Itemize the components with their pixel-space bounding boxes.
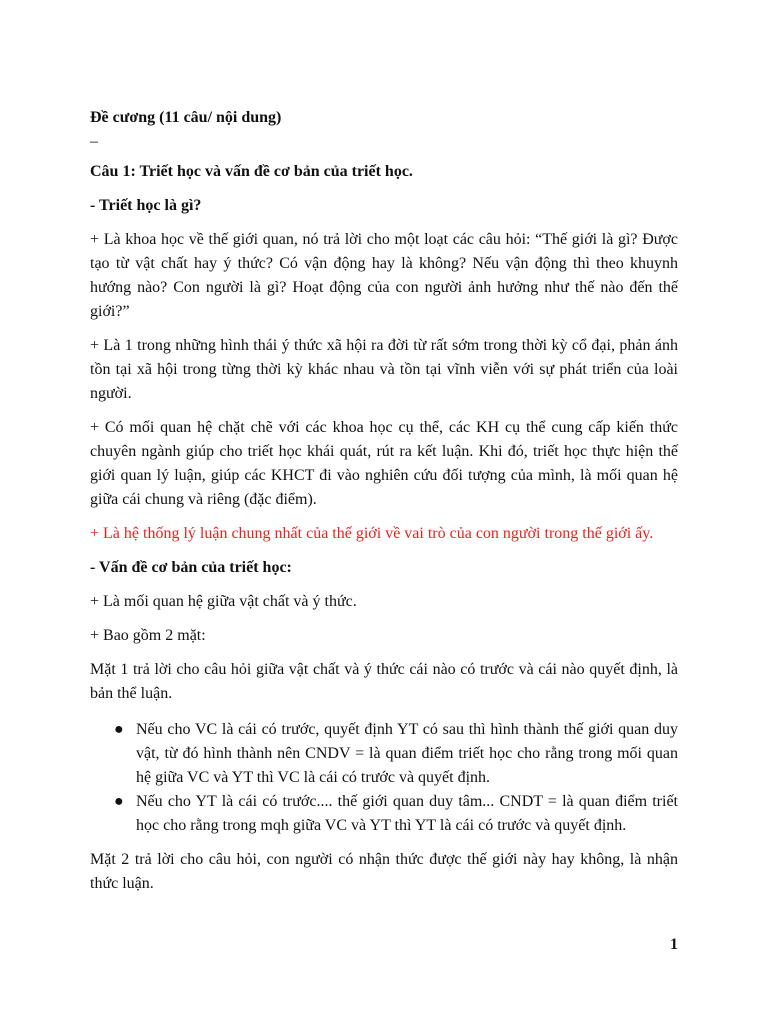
bullet-item-idealism [90,790,678,838]
section-1-paragraph-3: + Có mối quan hệ chặt chẽ với các khoa học cụ thể, các KH cụ thể cung cấp kiến thức chuyên ngành giúp cho triết học khái quát, rút ra kết luận. Khi đó, triết học thực hiện thế giới quan lý luận, giúp các KHCT đi vào nghiên cứu đối tượng của mình, là mối quan hệ giữa cái chung và riêng (đặc điểm). [90,419,678,508]
bullet-dot-icon: ● [114,793,124,810]
aspect-1-bullet-list [90,718,678,838]
document-heading: Đề cương (11 câu/ nội dung) [90,109,282,126]
section-2-heading: - Vấn đề cơ bản của triết học: [90,559,292,576]
bullet-item-materialism [90,718,678,790]
heading-dash: – [90,133,98,150]
section-1-paragraph-1: + Là khoa học về thế giới quan, nó trả lời cho một loạt các câu hỏi: “Thế giới là gì? Được tạo từ vật chất hay ý thức? Có vận động hay là không? Nếu vận động thì theo khuynh hướng nào? Con người là gì? Hoạt động của con người ảnh hưởng như thế nào đến thế giới?” [90,231,678,320]
bullet-item-text: Nếu cho YT là cái có trước.... thế giới quan duy tâm... CNDT = là quan điểm triết học cho rằng trong mqh giữa VC và YT thì YT là cái có trước và quyết định. [136,793,678,834]
question-1-title: Câu 1: Triết học và vấn đề cơ bản của triết học. [90,163,413,180]
document-page [90,106,678,896]
section-2-line-1: + Là mối quan hệ giữa vật chất và ý thức. [90,593,357,610]
bullet-item-text: Nếu cho VC là cái có trước, quyết định YT có sau thì hình thành thế giới quan duy vật, từ đó hình thành nên CNDV = là quan điểm triết học cho rằng trong mối quan hệ giữa VC và YT thì VC là cái có trước và quyết định. [136,721,678,786]
section-1-heading: - Triết học là gì? [90,197,202,214]
section-1-highlight-paragraph: + Là hệ thống lý luận chung nhất của thế giới về vai trò của con người trong thế giới ấy. [90,525,654,542]
section-1-paragraph-2: + Là 1 trong những hình thái ý thức xã hội ra đời từ rất sớm trong thời kỳ cổ đại, phản ánh tồn tại xã hội trong từng thời kỳ khác nhau và tồn tại vĩnh viễn với sự phát triển của loài người. [90,337,678,402]
aspect-2-paragraph: Mặt 2 trả lời cho câu hỏi, con người có nhận thức được thế giới này hay không, là nhận thức luận. [90,851,678,892]
aspect-1-paragraph: Mặt 1 trả lời cho câu hỏi giữa vật chất và ý thức cái nào có trước và cái nào quyết định, là bản thể luận. [90,661,678,702]
section-2-line-2: + Bao gồm 2 mặt: [90,627,206,644]
bullet-dot-icon: ● [114,721,124,738]
page-number: 1 [670,936,678,953]
